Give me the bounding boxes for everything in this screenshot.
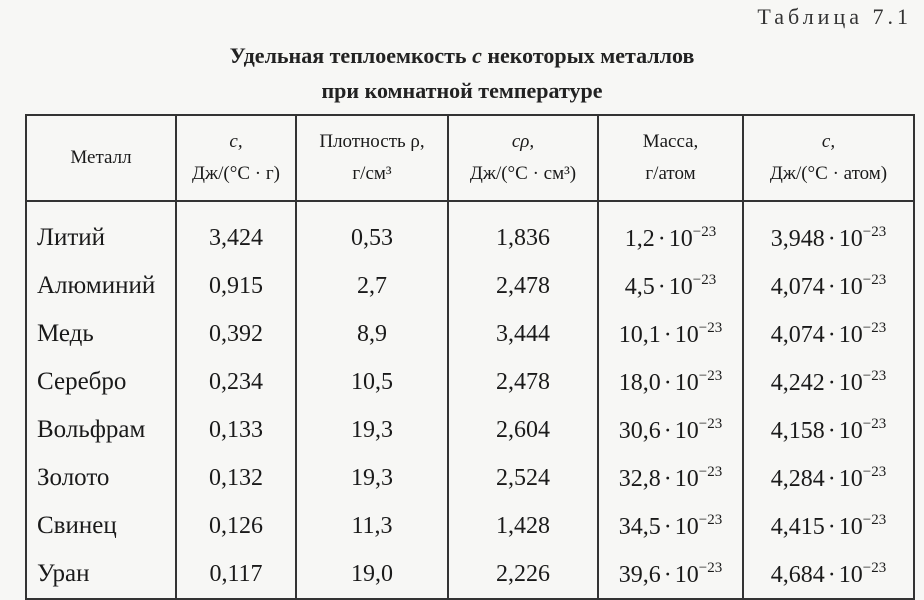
density-value: 8,9 bbox=[357, 320, 387, 347]
mass-mantissa: 4,5 bbox=[624, 273, 655, 300]
c-atom-exponent: −23 bbox=[862, 319, 887, 336]
table-row bbox=[26, 550, 914, 599]
table-row bbox=[26, 310, 914, 358]
cell-specific-heat bbox=[176, 406, 296, 454]
title-symbol: c bbox=[472, 43, 482, 68]
mass-mantissa: 30,6 bbox=[618, 417, 661, 444]
metal-name: Вольфрам bbox=[37, 416, 146, 443]
cell-c-atom: $3,948 \cdot 10^{-23}$ bbox=[743, 201, 914, 262]
header-specific-heat bbox=[176, 115, 296, 201]
c-atom-mantissa: 4,074 bbox=[770, 321, 825, 348]
c-atom-exponent: −23 bbox=[862, 367, 887, 384]
cell-specific-heat bbox=[176, 358, 296, 406]
cell-c-atom: $4,242 \cdot 10^{-23}$ bbox=[743, 358, 914, 406]
metal-name: Литий bbox=[37, 224, 106, 251]
metal-name: Уран bbox=[37, 560, 90, 587]
density-value: 2,7 bbox=[357, 272, 387, 299]
c-atom-exponent: −23 bbox=[862, 271, 887, 288]
header-mass-unit: г/атом bbox=[645, 163, 696, 184]
c-atom-mantissa: 4,415 bbox=[770, 513, 825, 540]
header-c-atom-symbol: c, bbox=[821, 131, 836, 152]
header-density-label: Плотность ρ, bbox=[319, 131, 425, 152]
metal-name: Свинец bbox=[37, 512, 117, 539]
cell-density bbox=[296, 310, 448, 358]
cell-c-atom: $4,284 \cdot 10^{-23}$ bbox=[743, 454, 914, 502]
cell-c-atom: $4,074 \cdot 10^{-23}$ bbox=[743, 310, 914, 358]
mass-exponent: −23 bbox=[698, 319, 723, 336]
header-c-rho bbox=[448, 115, 598, 201]
header-c-atom-unit: Дж/(°C · атом) bbox=[769, 163, 888, 184]
cell-mass: $34,5 \cdot 10^{-23}$ bbox=[598, 502, 743, 550]
c-atom-mantissa: 4,284 bbox=[770, 465, 825, 492]
header-c-rho-unit: Дж/(°C · см³) bbox=[469, 163, 577, 184]
cell-specific-heat bbox=[176, 310, 296, 358]
c-atom-mantissa: 4,158 bbox=[770, 417, 825, 444]
metal-name: Серебро bbox=[37, 368, 127, 395]
c-atom-exponent: −23 bbox=[862, 511, 887, 528]
mass-mantissa: 32,8 bbox=[618, 465, 661, 492]
specific-heat-value: 0,132 bbox=[209, 464, 263, 491]
cell-specific-heat bbox=[176, 502, 296, 550]
cell-density bbox=[296, 550, 448, 599]
cell-mass: $4,5 \cdot 10^{-23}$ bbox=[598, 262, 743, 310]
c-atom-mantissa: 4,242 bbox=[770, 369, 825, 396]
cell-c-rho bbox=[448, 262, 598, 310]
mass-mantissa: 10,1 bbox=[618, 321, 661, 348]
cell-c-rho bbox=[448, 406, 598, 454]
header-density bbox=[296, 115, 448, 201]
c-atom-exponent: −23 bbox=[862, 415, 887, 432]
c-atom-exponent: −23 bbox=[862, 559, 887, 576]
cell-metal bbox=[26, 310, 176, 358]
header-mass-label: Масса, bbox=[642, 131, 699, 152]
table-row bbox=[26, 454, 914, 502]
cell-mass: $1,2 \cdot 10^{-23}$ bbox=[598, 201, 743, 262]
c-atom-exponent: −23 bbox=[862, 463, 887, 480]
cell-density bbox=[296, 262, 448, 310]
specific-heat-value: 3,424 bbox=[209, 224, 263, 251]
c-rho-value: 2,478 bbox=[496, 368, 550, 395]
table-header-row bbox=[26, 115, 914, 201]
table-row bbox=[26, 502, 914, 550]
table-title-line-2: при комнатной температуре bbox=[321, 78, 603, 103]
cell-specific-heat bbox=[176, 201, 296, 262]
specific-heat-value: 0,133 bbox=[209, 416, 263, 443]
c-rho-value: 1,836 bbox=[496, 224, 550, 251]
specific-heat-value: 0,117 bbox=[209, 560, 263, 587]
mass-mantissa: 18,0 bbox=[618, 369, 661, 396]
header-specific-heat-symbol: c, bbox=[229, 131, 243, 152]
header-metal bbox=[26, 115, 176, 201]
cell-density bbox=[296, 502, 448, 550]
mass-exponent: −23 bbox=[692, 271, 717, 288]
cell-c-atom: $4,684 \cdot 10^{-23}$ bbox=[743, 550, 914, 599]
cell-c-rho bbox=[448, 201, 598, 262]
mass-mantissa: 34,5 bbox=[618, 513, 661, 540]
cell-mass: $18,0 \cdot 10^{-23}$ bbox=[598, 358, 743, 406]
cell-c-rho bbox=[448, 454, 598, 502]
cell-c-rho bbox=[448, 358, 598, 406]
header-mass bbox=[598, 115, 743, 201]
cell-density bbox=[296, 358, 448, 406]
cell-c-rho bbox=[448, 310, 598, 358]
cell-specific-heat bbox=[176, 454, 296, 502]
title-text-before: Удельная теплоемкость bbox=[229, 43, 473, 68]
cell-metal bbox=[26, 502, 176, 550]
c-rho-value: 3,444 bbox=[496, 320, 550, 347]
specific-heat-value: 0,392 bbox=[209, 320, 263, 347]
cell-density bbox=[296, 406, 448, 454]
table-title-line-1 bbox=[0, 43, 924, 69]
mass-exponent: −23 bbox=[698, 463, 723, 480]
table-row bbox=[26, 201, 914, 262]
specific-heat-value: 0,126 bbox=[209, 512, 263, 539]
c-atom-mantissa: 4,684 bbox=[770, 561, 825, 588]
cell-c-atom: $4,415 \cdot 10^{-23}$ bbox=[743, 502, 914, 550]
header-specific-heat-unit: Дж/(°C · г) bbox=[192, 163, 280, 184]
mass-exponent: −23 bbox=[692, 223, 717, 240]
header-metal-label: Металл bbox=[70, 147, 132, 168]
density-value: 19,3 bbox=[351, 416, 393, 443]
metal-name: Алюминий bbox=[37, 272, 156, 299]
header-density-unit: г/см³ bbox=[352, 163, 392, 184]
density-value: 11,3 bbox=[351, 512, 393, 539]
header-c-rho-symbol: cρ, bbox=[511, 131, 535, 152]
cell-mass: $32,8 \cdot 10^{-23}$ bbox=[598, 454, 743, 502]
cell-c-atom: $4,074 \cdot 10^{-23}$ bbox=[743, 262, 914, 310]
cell-metal bbox=[26, 454, 176, 502]
cell-specific-heat bbox=[176, 262, 296, 310]
cell-metal bbox=[26, 406, 176, 454]
c-rho-value: 2,226 bbox=[496, 560, 550, 587]
table-row bbox=[26, 358, 914, 406]
mass-mantissa: 1,2 bbox=[624, 225, 655, 252]
cell-specific-heat bbox=[176, 550, 296, 599]
header-c-atom bbox=[743, 115, 914, 201]
title-text-after: некоторых металлов bbox=[481, 43, 695, 68]
mass-exponent: −23 bbox=[698, 559, 723, 576]
specific-heat-value: 0,915 bbox=[209, 272, 263, 299]
cell-metal bbox=[26, 262, 176, 310]
cell-c-atom: $4,158 \cdot 10^{-23}$ bbox=[743, 406, 914, 454]
c-rho-value: 2,524 bbox=[496, 464, 550, 491]
metal-name: Золото bbox=[37, 464, 110, 491]
c-rho-value: 2,604 bbox=[496, 416, 550, 443]
cell-density bbox=[296, 201, 448, 262]
c-atom-mantissa: 3,948 bbox=[770, 225, 825, 252]
specific-heat-value: 0,234 bbox=[209, 368, 263, 395]
mass-exponent: −23 bbox=[698, 367, 723, 384]
density-value: 19,0 bbox=[351, 560, 393, 587]
density-value: 19,3 bbox=[351, 464, 393, 491]
density-value: 0,53 bbox=[351, 224, 393, 251]
cell-c-rho bbox=[448, 502, 598, 550]
c-rho-value: 1,428 bbox=[496, 512, 550, 539]
cell-density bbox=[296, 454, 448, 502]
cell-mass: $39,6 \cdot 10^{-23}$ bbox=[598, 550, 743, 599]
metal-name: Медь bbox=[37, 320, 94, 347]
density-value: 10,5 bbox=[351, 368, 393, 395]
cell-metal bbox=[26, 550, 176, 599]
cell-metal bbox=[26, 358, 176, 406]
c-rho-value: 2,478 bbox=[496, 272, 550, 299]
table-number-label: Таблица 7.1 bbox=[757, 4, 912, 29]
cell-metal bbox=[26, 201, 176, 262]
c-atom-exponent: −23 bbox=[862, 223, 887, 240]
table-row bbox=[26, 262, 914, 310]
table-row bbox=[26, 406, 914, 454]
c-atom-mantissa: 4,074 bbox=[770, 273, 825, 300]
mass-mantissa: 39,6 bbox=[618, 561, 661, 588]
metals-table bbox=[25, 114, 915, 600]
mass-exponent: −23 bbox=[698, 415, 723, 432]
cell-mass: $10,1 \cdot 10^{-23}$ bbox=[598, 310, 743, 358]
cell-mass: $30,6 \cdot 10^{-23}$ bbox=[598, 406, 743, 454]
cell-c-rho bbox=[448, 550, 598, 599]
mass-exponent: −23 bbox=[698, 511, 723, 528]
